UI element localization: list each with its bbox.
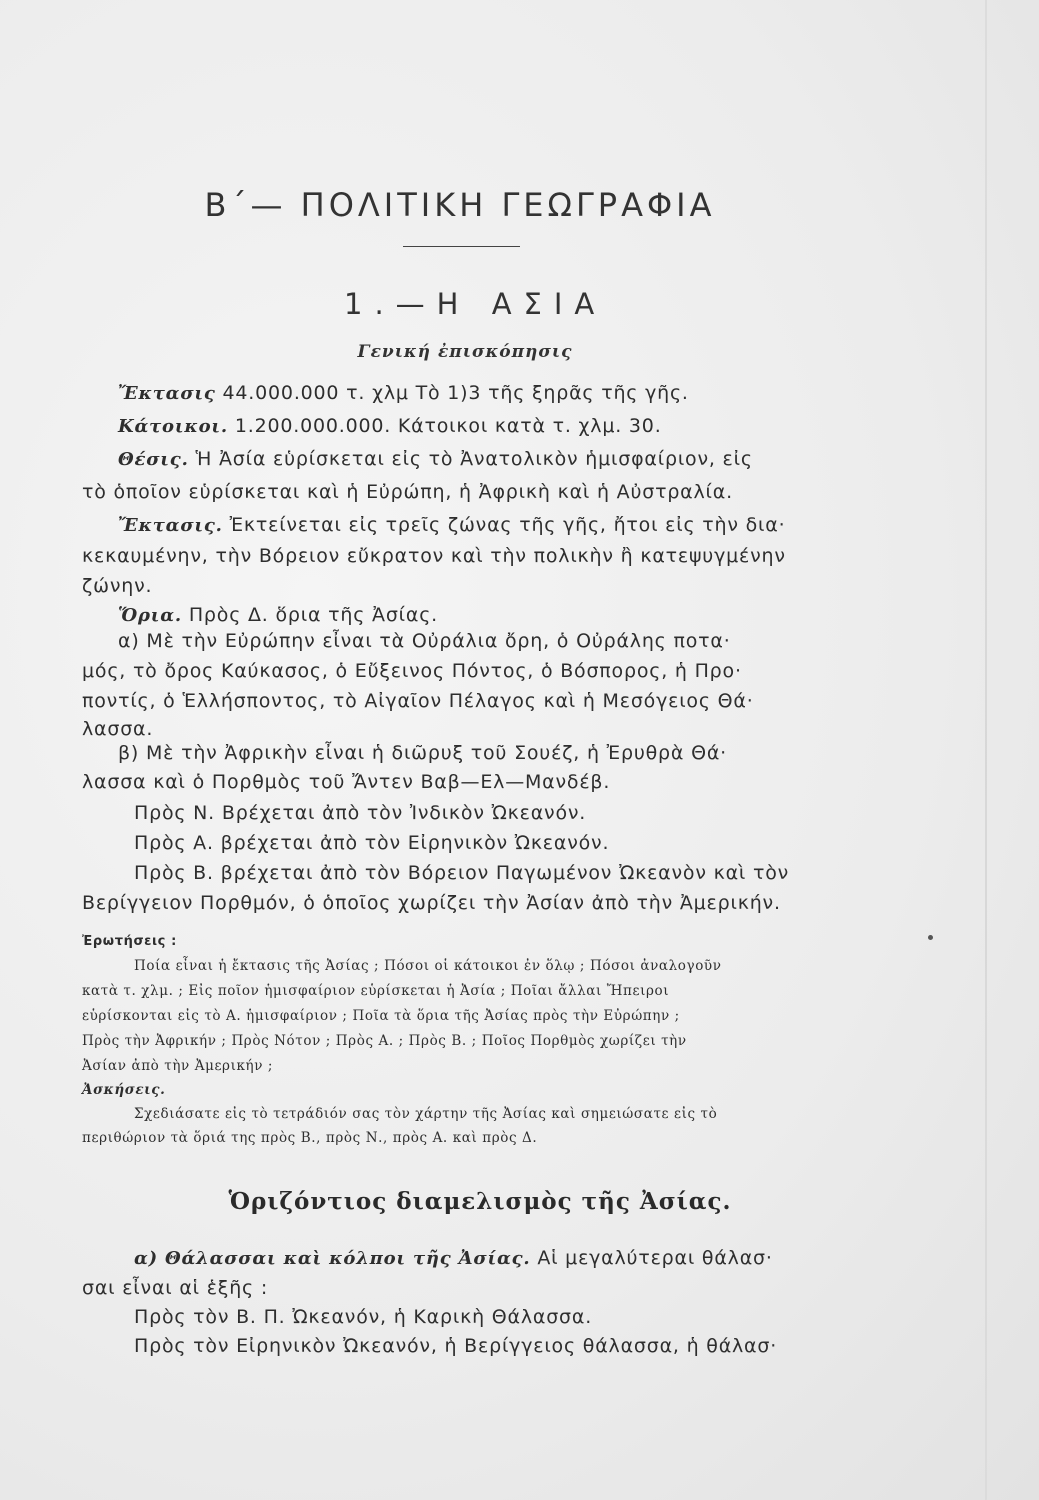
text-line: Πρὸς τὸν Εἰρηνικὸν Ὠκεανόν, ἡ Βερίγγειος θάλασσα, ἡ θάλασ·	[134, 1335, 778, 1357]
line-key: Κάτοικοι.	[118, 416, 228, 437]
text-line: Πρὸς Β. βρέχεται ἀπὸ τὸν Βόρειον Παγωμένον Ὠκεανὸν καὶ τὸν	[134, 862, 790, 884]
ink-dot	[928, 935, 933, 940]
text-line: ποντίς, ὁ Ἑλλήσποντος, τὸ Αἰγαῖον Πέλαγος καὶ ἡ Μεσόγειος Θά·	[82, 690, 754, 712]
text-line	[134, 1247, 773, 1269]
question-line: Ποία εἶναι ἡ ἔκτασις τῆς Ἀσίας ; Πόσοι οἱ κάτοικοι ἐν ὅλῳ ; Πόσοι ἀναλογοῦν	[134, 958, 722, 974]
exercise-line: Σχεδιάσατε εἰς τὸ τετράδιόν σας τὸν χάρτην τῆς Ἀσίας καὶ σημειώσατε εἰς τὸ	[134, 1106, 718, 1122]
text-line: τὸ ὁποῖον εὑρίσκεται καὶ ἡ Εὐρώπη, ἡ Ἀφρικὴ καὶ ἡ Αὐστραλία.	[82, 481, 733, 503]
text-line: Πρὸς Α. βρέχεται ἀπὸ τὸν Εἰρηνικὸν Ὠκεανόν.	[134, 832, 610, 854]
line-key: Ἔκτασις	[118, 383, 216, 404]
questions-heading: Ἐρωτήσεις :	[82, 934, 177, 949]
text-line: Πρὸς τὸν Β. Π. Ὠκεανόν, ἡ Καρικὴ Θάλασσα.	[134, 1306, 593, 1328]
line-key: Θέσις.	[118, 449, 189, 470]
line-key: Ἔκτασις.	[118, 515, 223, 536]
line-text: Ἡ Ἀσία εὑρίσκεται εἰς τὸ Ἀνατολικὸν ἡμισφαίριον, εἰς	[195, 448, 753, 470]
question-line: εὑρίσκονται εἰς τὸ Α. ἡμισφαίριον ; Ποῖα τὰ ὅρια τῆς Ἀσίας πρὸς τὴν Εὐρώπην ;	[82, 1008, 680, 1024]
chapter-title: 1.—Η ΑΣΙΑ	[344, 287, 607, 321]
text-line: ζώνην.	[82, 575, 153, 597]
section-title: Β΄— ΠΟΛΙΤΙΚΗ ΓΕΩΓΡΑΦΙΑ	[204, 186, 716, 224]
exercise-line: περιθώριον τὰ ὅριά της πρὸς Β., πρὸς Ν., πρὸς Α. καὶ πρὸς Δ.	[82, 1130, 538, 1146]
text-line	[118, 514, 785, 536]
line-text: Ἐκτείνεται εἰς τρεῖς ζώνας τῆς γῆς, ἤτοι εἰς τὴν δια·	[229, 514, 786, 536]
text-line: σαι εἶναι αἱ ἑξῆς :	[82, 1277, 269, 1299]
text-line: Βερίγγειον Πορθμόν, ὁ ὁποῖος χωρίζει τὴν Ἀσίαν ἀπὸ τὴν Ἀμερικήν.	[82, 892, 781, 914]
page-fold	[985, 0, 987, 1500]
text-line	[118, 415, 662, 437]
text-line	[118, 448, 753, 470]
text-line: μός, τὸ ὄρος Καύκασος, ὁ Εὔξεινος Πόντος, ὁ Βόσπορος, ἡ Προ·	[82, 660, 742, 682]
line-text: Πρὸς Δ. ὅρια τῆς Ἀσίας.	[188, 604, 439, 626]
text-line: α) Μὲ τὴν Εὐρώπην εἶναι τὰ Οὐράλια ὄρη, ὁ Οὐράλης ποτα·	[118, 630, 731, 652]
question-line: Ἀσίαν ἀπὸ τὴν Ἀμερικήν ;	[82, 1058, 274, 1074]
question-line: κατὰ τ. χλμ. ; Εἰς ποῖον ἡμισφαίριον εὑρίσκεται ἡ Ἀσία ; Ποῖαι ἄλλαι Ἤπειροι	[82, 983, 670, 999]
line-text: 44.000.000 τ. χλμ Τὸ 1)3 τῆς ξηρᾶς τῆς γῆς.	[222, 382, 689, 404]
line-key: α) Θάλασσαι καὶ κόλποι τῆς Ἀσίας.	[134, 1248, 531, 1269]
title-rule	[403, 246, 520, 247]
subheading: Γενική ἐπισκόπησις	[357, 342, 573, 362]
exercises-heading: Ἀσκήσεις.	[82, 1082, 166, 1098]
line-text: 1.200.000.000. Κάτοικοι κατὰ τ. χλμ. 30.	[234, 415, 662, 437]
line-text: Αἱ μεγαλύτεραι θάλασ·	[537, 1247, 773, 1269]
text-line: λασσα.	[82, 718, 154, 740]
text-line: κεκαυμένην, τὴν Βόρειον εὔκρατον καὶ τὴν πολικὴν ἢ κατεψυγμένην	[82, 545, 786, 567]
section2-heading: Ὁριζόντιος διαμελισμὸς τῆς Ἀσίας.	[228, 1188, 732, 1215]
text-line: β) Μὲ τὴν Ἀφρικὴν εἶναι ἡ διῶρυξ τοῦ Σουέζ, ἡ Ἐρυθρὰ Θά·	[118, 742, 727, 764]
line-key: Ὅρια.	[118, 605, 182, 626]
text-line: λασσα καὶ ὁ Πορθμὸς τοῦ Ἄντεν Βαβ—Ελ—Μανδέβ.	[82, 771, 611, 793]
text-line: Πρὸς Ν. Βρέχεται ἀπὸ τὸν Ἰνδικὸν Ὠκεανόν.	[134, 802, 587, 824]
text-line	[118, 604, 438, 626]
question-line: Πρὸς τὴν Ἀφρικήν ; Πρὸς Νότον ; Πρὸς Α. ; Πρὸς Β. ; Ποῖος Πορθμὸς χωρίζει τὴν	[82, 1033, 687, 1049]
text-line	[118, 382, 689, 404]
